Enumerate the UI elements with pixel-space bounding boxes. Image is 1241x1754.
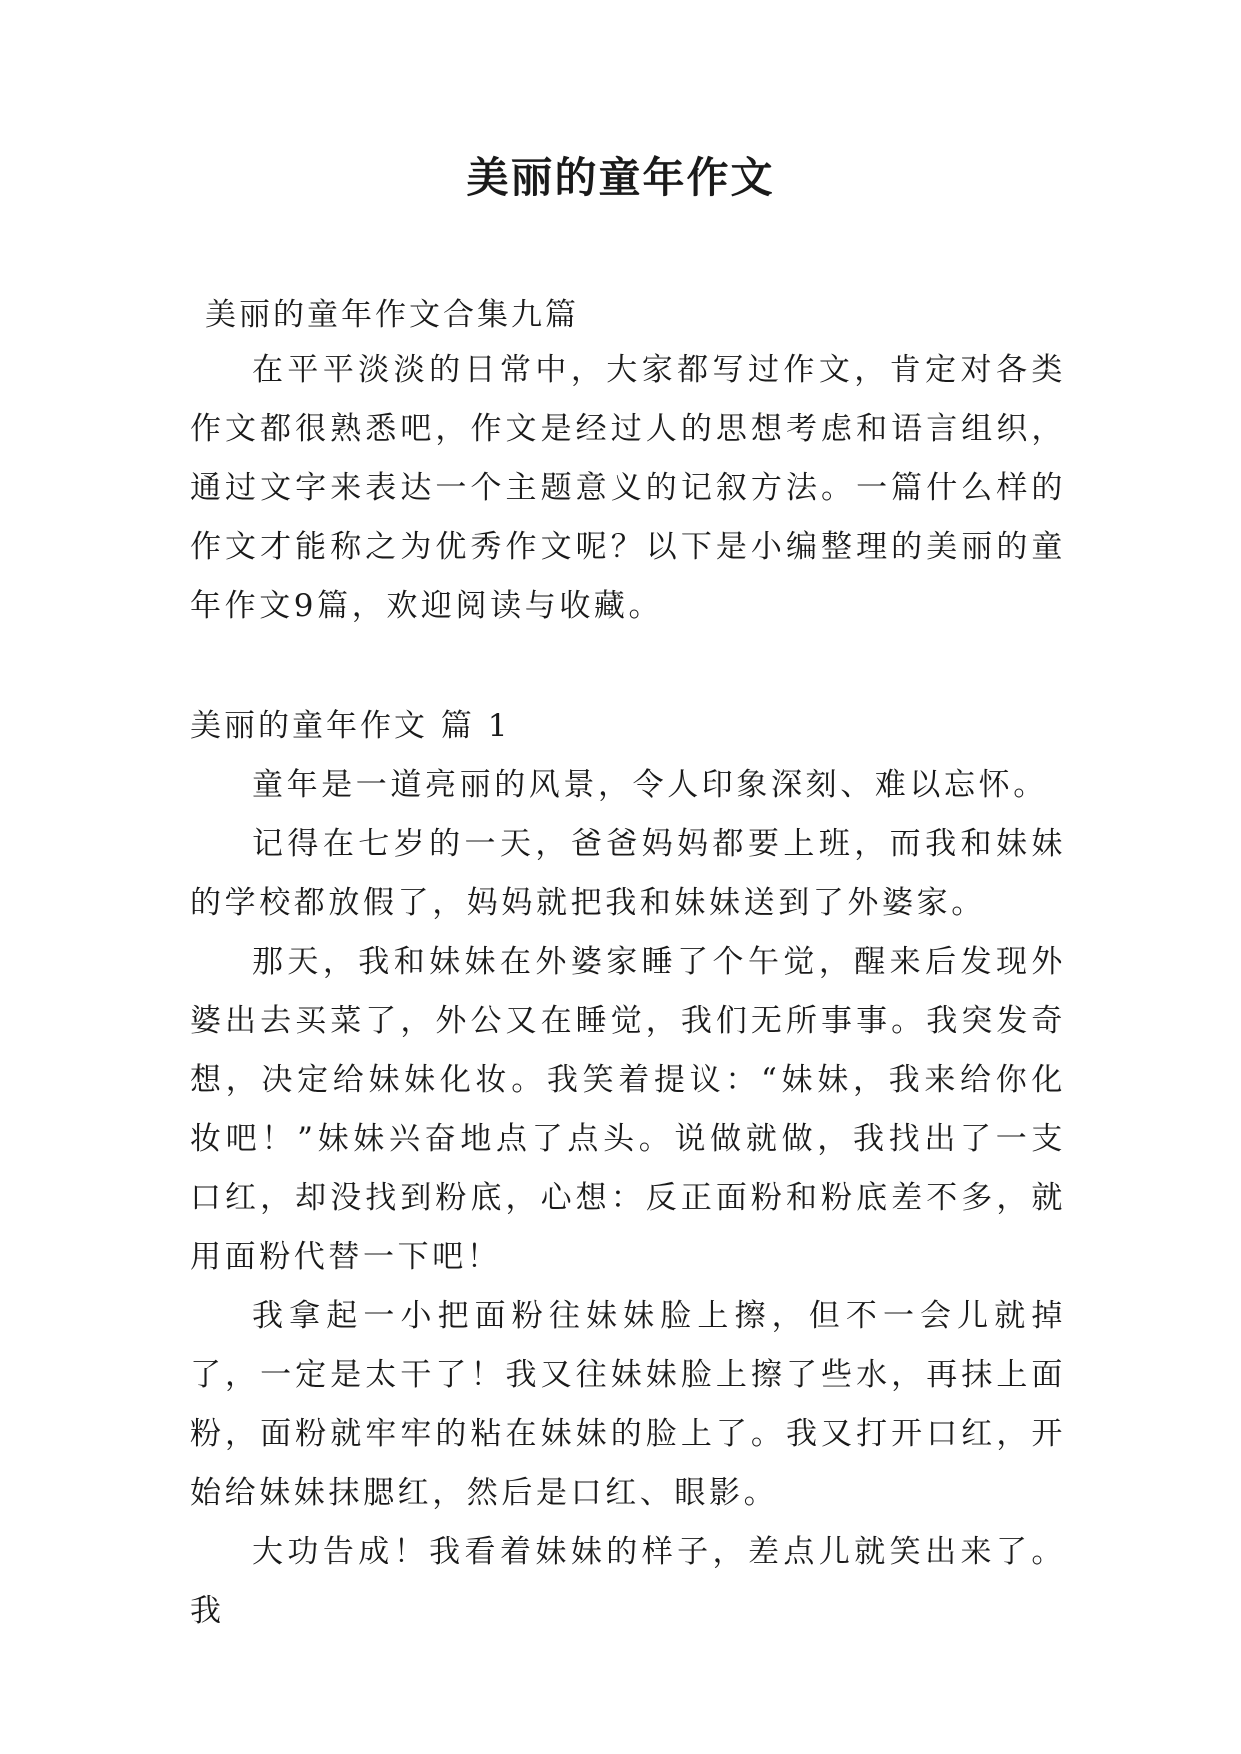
body-paragraph: 那天，我和妹妹在外婆家睡了个午觉，醒来后发现外婆出去买菜了，外公又在睡觉，我们无所事事。我突发奇想，决定给妹妹化妆。我笑着提议：“妹妹，我来给你化妆吧！”妹妹兴奋地点了点头。说做就做，我找出了一支口红，却没找到粉底，心想：反正面粉和粉底差不多，就用面粉代替一下吧！ bbox=[190, 944, 1066, 1275]
essay-body bbox=[190, 756, 1066, 1641]
intro-block bbox=[190, 341, 1066, 636]
body-paragraph: 童年是一道亮丽的风景，令人印象深刻、难以忘怀。 bbox=[252, 767, 1048, 803]
body-paragraph: 我拿起一小把面粉往妹妹脸上擦，但不一会儿就掉了，一定是太干了！我又往妹妹脸上擦了些水，再抹上面粉，面粉就牢牢的粘在妹妹的脸上了。我又打开口红，开始给妹妹抹腮红，然后是口红、眼影。 bbox=[190, 1298, 1066, 1511]
intro-paragraph: 在平平淡淡的日常中，大家都写过作文，肯定对各类作文都很熟悉吧，作文是经过人的思想考虑和语言组织，通过文字来表达一个主题意义的记叙方法。一篇什么样的作文才能称之为优秀作文呢？以下是小编整理的美丽的童年作文9篇，欢迎阅读与收藏。 bbox=[190, 352, 1066, 624]
body-paragraph: 记得在七岁的一天，爸爸妈妈都要上班，而我和妹妹的学校都放假了，妈妈就把我和妹妹送到了外婆家。 bbox=[190, 826, 1066, 921]
document-title: 美丽的童年作文 bbox=[466, 153, 775, 202]
section-title: 美丽的童年作文 篇 1 bbox=[190, 708, 511, 744]
document-subtitle: 美丽的童年作文合集九篇 bbox=[205, 297, 579, 333]
body-paragraph: 大功告成！我看着妹妹的样子，差点儿就笑出来了。我 bbox=[190, 1534, 1066, 1629]
